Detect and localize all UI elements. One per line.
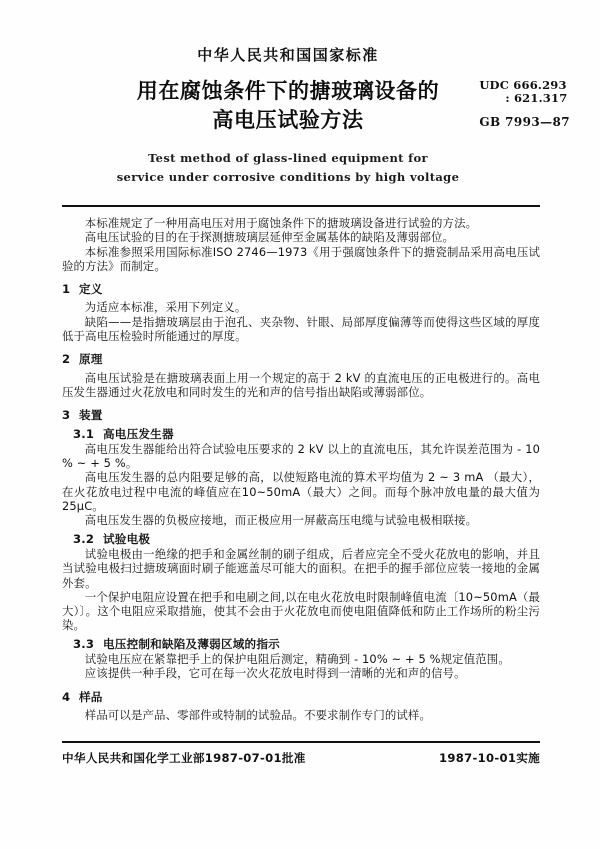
section-title-3-1: 高电压发生器	[103, 426, 174, 441]
section-3-1-paragraph-2: 高电压发生器的总内阻要足够的高，以使短路电流的算术平均值为 2 ~ 3 mA （最大），在火花放电过程中电流的峰值应在10~50mA（最大）之间。而每个脉冲放电量的最大值为25μC。	[62, 470, 540, 514]
standard-codes	[479, 78, 570, 129]
section-number-3-1: 3.1	[73, 426, 95, 441]
section-number-1: 1	[62, 282, 71, 297]
section-1-paragraph-1: 为适应本标准，采用下列定义。	[84, 300, 247, 315]
section-heading-3	[62, 408, 540, 422]
section-2-paragraph-1: 高电压试验是在搪玻璃表面上用一个规定的高于 2 kV 的直流电压的正电极进行的。高电压发生器通过火花放电和同时发生的光和声的信号指出缺陷或薄弱部位。	[62, 370, 540, 399]
title-english	[78, 149, 498, 187]
section-title-2: 原理	[79, 352, 103, 367]
approval-statement: 中华人民共和国化学工业部1987-07-01批准	[62, 751, 306, 765]
intro-paragraph-1: 本标准规定了一种用高电压对用于腐蚀条件下的搪玻璃设备进行试验的方法。	[84, 216, 478, 230]
section-3-2-paragraph-1: 试验电极由一绝缘的把手和金属丝制的刷子组成，后者应完全不受火花放电的影响，并且当试验电极扫过搪玻璃面时刷子能遮盖尽可能大的面积。在把手的握手部位应装一接地的金属外套。	[62, 546, 540, 590]
intro-paragraph-3: 本标准参照采用国际标准ISO 2746—1973《用于强腐蚀条件下的搪瓷制品采用高电压试验的方法》而制定。	[62, 244, 540, 273]
section-title-1: 定义	[79, 282, 103, 297]
section-4-paragraph-1: 样品可以是产品、零部件或特制的试验品。不要求制作专门的试样。	[84, 707, 432, 722]
implementation-date: 1987-10-01实施	[439, 751, 540, 765]
section-3-1-paragraph-1: 高电压发生器能给出符合试验电压要求的 2 kV 以上的直流电压，其允许误差范围为 - 10 % ~ + 5 %。	[62, 441, 540, 471]
section-heading-2	[62, 352, 540, 366]
footer-divider	[62, 741, 540, 743]
section-title-3-3: 电压控制和缺陷及薄弱区域的指示	[103, 636, 280, 651]
section-heading-3-1	[62, 427, 540, 441]
section-number-4: 4	[62, 689, 71, 704]
masthead	[62, 44, 540, 187]
section-number-3-3: 3.3	[73, 636, 95, 651]
section-number-3: 3	[62, 408, 71, 423]
udc-code-line1: UDC 666.293	[479, 78, 567, 92]
page-footer	[62, 750, 540, 766]
title-en-line2: service under corrosive conditions by high voltage	[116, 169, 460, 184]
section-title-3-2: 试验电极	[103, 531, 151, 546]
section-heading-1	[62, 282, 540, 296]
title-cn-line1: 用在腐蚀条件下的搪玻璃设备的	[136, 79, 440, 103]
document-body	[62, 216, 540, 722]
title-cn-line2: 高电压试验方法	[212, 107, 364, 132]
title-en-line1: Test method of glass-lined equipment for	[148, 150, 428, 165]
gb-standard-number: GB 7993—87	[479, 115, 570, 129]
intro-paragraph-2: 高电压试验的目的在于探测搪玻璃层延伸至金属基体的缺陷及薄弱部位。	[84, 230, 455, 245]
section-1-paragraph-2: 缺陷——是指搪玻璃层由于泡孔、夹杂物、针眼、局部厚度偏薄等而使得这些区域的厚度低于高电压检验时所能通过的厚度。	[62, 314, 540, 344]
section-3-3-paragraph-2: 应该提供一种手段，它可在每一次火花放电时得到一清晰的光和声的信号。	[84, 666, 466, 681]
section-title-3: 装置	[79, 408, 103, 423]
page-title	[98, 77, 478, 135]
section-3-1-paragraph-3: 高电压发生器的负极应接地，而正极应用一屏蔽高压电缆与试验电极相联接。	[84, 513, 478, 528]
section-heading-4	[62, 690, 540, 704]
header-divider	[62, 205, 540, 207]
section-number-3-2: 3.2	[73, 531, 95, 546]
section-heading-3-3	[62, 637, 540, 651]
section-number-2: 2	[62, 352, 71, 367]
section-3-2-paragraph-2: 一个保护电阻应设置在把手和电刷之间,以在电火花放电时限制峰值电流〔10~50mA（最大）〕。这个电阻应采取措施，使其不会由于火花放电而使电阻值降低和防止工作场所的粉尘污染。	[62, 589, 540, 633]
section-heading-3-2	[62, 532, 540, 546]
national-standard-label: 中华人民共和国国家标准	[197, 46, 379, 64]
udc-code-line2: : 621.317	[505, 91, 568, 105]
section-title-4: 样品	[79, 689, 103, 704]
section-3-3-paragraph-1: 试验电压应在紧靠把手上的保护电阻后测定，精确到 - 10% ~ + 5 %规定值范围。	[84, 652, 510, 667]
